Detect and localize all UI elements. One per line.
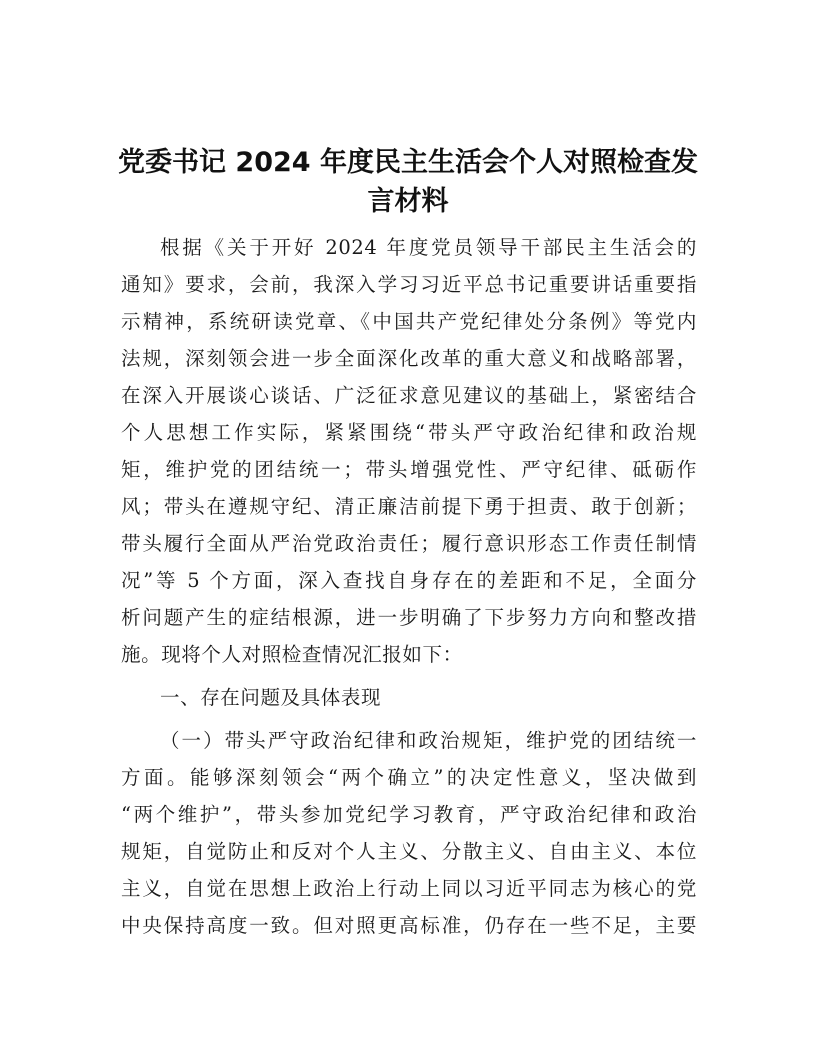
paragraph-line: 在深入开展谈心谈话、广泛征求意见建议的基础上，紧密结合 bbox=[121, 384, 697, 407]
title-line-2: 言材料 bbox=[367, 186, 449, 217]
paragraph-line: 法规，深刻领会进一步全面深化改革的重大意义和战略部署， bbox=[121, 347, 697, 370]
document-body bbox=[121, 229, 697, 944]
paragraph-line: 个人思想工作实际，紧紧围绕“带头严守政治纪律和政治规 bbox=[121, 421, 697, 444]
paragraph-line: 通知》要求，会前，我深入学习习近平总书记重要讲话重要指 bbox=[121, 273, 697, 296]
paragraph-line: 方面。能够深刻领会“两个确立”的决定性意义，坚决做到 bbox=[121, 766, 697, 789]
section-heading: 一、存在问题及具体表现 bbox=[160, 686, 382, 709]
paragraph-line: 况”等 5 个方面，深入查找自身存在的差距和不足，全面分 bbox=[121, 569, 697, 592]
subsection-paragraph bbox=[121, 722, 697, 944]
paragraph-line: 主义，自觉在思想上政治上行动上同以习近平同志为核心的党 bbox=[121, 877, 697, 900]
paragraph-line: 中央保持高度一致。但对照更高标准，仍存在一些不足，主要 bbox=[121, 914, 697, 937]
document-title bbox=[100, 143, 716, 221]
intro-paragraph bbox=[121, 229, 697, 673]
paragraph-line: 矩，维护党的团结统一；带头增强党性、严守纪律、砥砺作 bbox=[121, 458, 697, 481]
paragraph-line: 施。现将个人对照检查情况汇报如下： bbox=[121, 643, 463, 666]
paragraph-line: （一）带头严守政治纪律和政治规矩，维护党的团结统一 bbox=[160, 729, 697, 752]
paragraph-line: 根据《关于开好 2024 年度党员领导干部民主生活会的 bbox=[160, 236, 697, 259]
paragraph-line: 析问题产生的症结根源，进一步明确了下步努力方向和整改措 bbox=[121, 606, 697, 629]
paragraph-line: 规矩，自觉防止和反对个人主义、分散主义、自由主义、本位 bbox=[121, 840, 697, 863]
paragraph-line: 示精神，系统研读党章、《中国共产党纪律处分条例》等党内 bbox=[121, 310, 697, 333]
paragraph-line: “两个维护”，带头参加党纪学习教育，严守政治纪律和政治 bbox=[121, 803, 697, 826]
paragraph-line: 带头履行全面从严治党政治责任；履行意识形态工作责任制情 bbox=[121, 532, 697, 555]
title-line-1: 党委书记 2024 年度民主生活会个人对照检查发 bbox=[118, 147, 698, 178]
paragraph-line: 风；带头在遵规守纪、清正廉洁前提下勇于担责、敢于创新； bbox=[121, 495, 697, 518]
